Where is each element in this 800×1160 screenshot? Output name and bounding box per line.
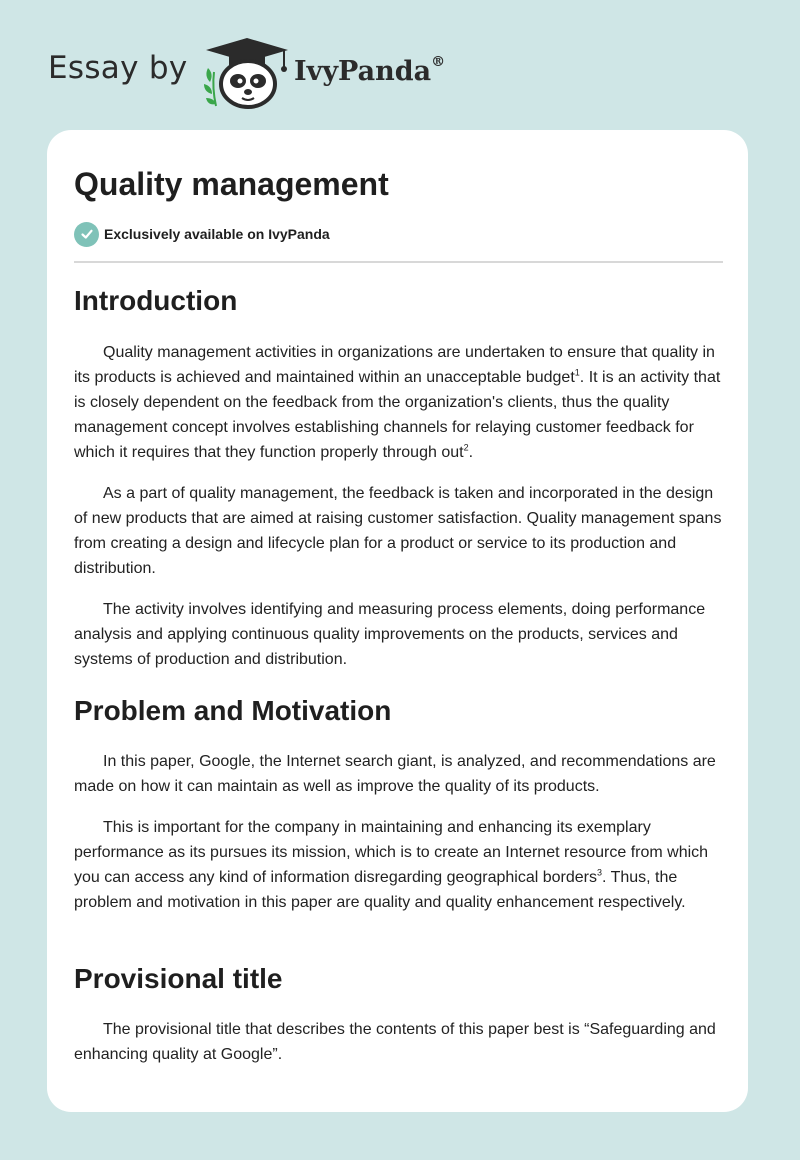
title-divider	[74, 261, 723, 263]
paragraph: This is important for the company in maintaining and enhancing its exemplary performance as its pursues its mission, which is to create an Internet resource from which you can access any kind of information disregarding geographical borders$^3$. Thus, the problem and motivation in this paper are quality and quality enhancement respectively.	[74, 819, 709, 911]
page-title: Quality management	[74, 166, 389, 202]
footnote-ref[interactable]: 3	[596, 867, 602, 878]
paragraph: The provisional title that describes the contents of this paper best is “Safeguarding and enhancing quality at Google”.	[74, 1021, 716, 1063]
paragraph: The activity involves identifying and measuring process elements, doing performance analysis and applying continuous quality improvements on the products, services and systems of production and distribution.	[74, 601, 706, 668]
footnote-ref[interactable]: 2	[463, 442, 469, 453]
essay-by-label: Essay by	[48, 50, 188, 86]
exclusive-badge	[74, 221, 330, 247]
panda-logo-icon[interactable]	[202, 36, 292, 110]
section-heading: Introduction	[74, 285, 238, 316]
exclusive-badge-text: Exclusively available on IvyPanda	[104, 226, 330, 242]
section-heading: Problem and Motivation	[74, 695, 392, 726]
essay-card	[47, 130, 748, 1112]
brand-name[interactable]: IvyPanda®	[294, 54, 446, 87]
site-header	[48, 36, 508, 112]
footnote-ref[interactable]: 1	[574, 367, 580, 378]
section-provisional-title	[74, 963, 724, 1067]
section-problem-motivation	[74, 695, 724, 915]
section-heading: Provisional title	[74, 963, 283, 994]
paragraph: In this paper, Google, the Internet search giant, is analyzed, and recommendations are made on how it can maintain as well as improve the quality of its products.	[74, 753, 716, 795]
checkmark-icon	[74, 222, 99, 247]
paragraph: As a part of quality management, the feedback is taken and incorporated in the design of new products that are aimed at raising customer satisfaction. Quality management spans from creating a design and lifecycle plan for a product or service to its production and distribution.	[74, 485, 722, 577]
paragraph: Quality management activities in organizations are undertaken to ensure that quality in its products is achieved and maintained within an unacceptable budget$^1$. It is an activity that is closely dependent on the feedback from the organization's clients, thus the quality management concept involves establishing channels for relaying customer feedback for which it requires that they function properly through out$^2$.	[74, 344, 721, 461]
section-introduction	[74, 285, 724, 672]
